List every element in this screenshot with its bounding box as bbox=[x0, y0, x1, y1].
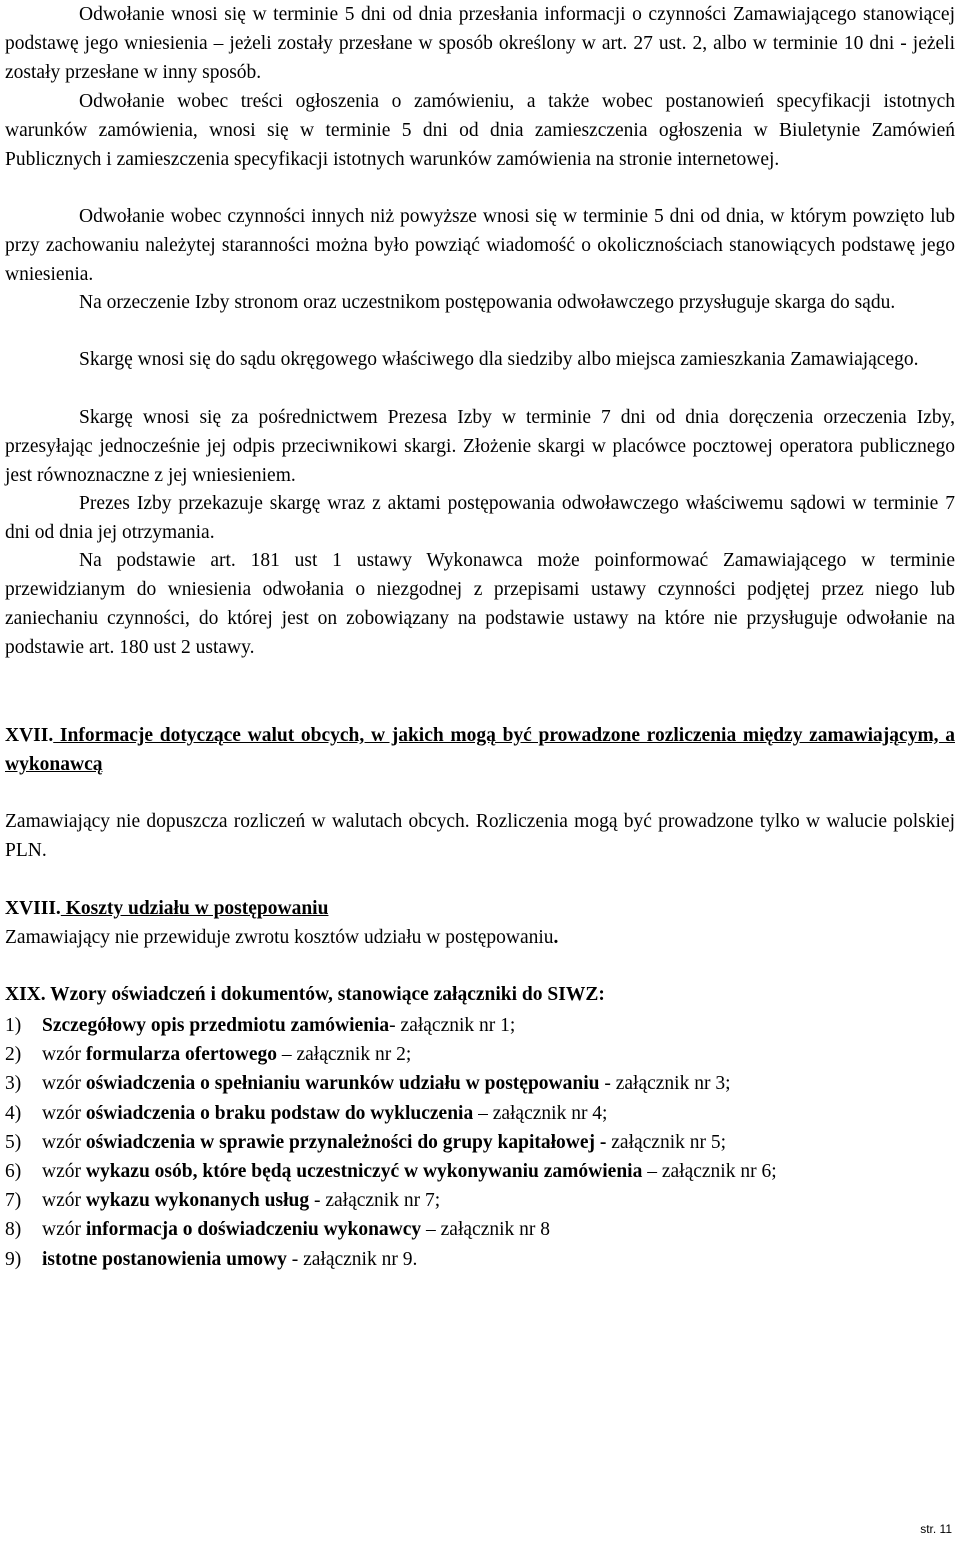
section-17-text: Zamawiający nie dopuszcza rozliczeń w walutach obcych. Rozliczenia mogą być prowadzone tylko w walucie polskiej PLN. bbox=[5, 811, 955, 861]
paragraph-president-transfer: Prezes Izby przekazuje skargę wraz z aktami postępowania odwoławczego właściwemu sądowi w terminie 7 dni od dnia jej otrzymania. bbox=[5, 493, 955, 543]
list-item: 7) wzór wykazu wykonanych usług - załącznik nr 7; bbox=[5, 1190, 441, 1212]
list-item: 2) wzór formularza ofertowego – załącznik nr 2; bbox=[5, 1044, 412, 1066]
list-item: 6) wzór wykazu osób, które będą uczestniczyć w wykonywaniu zamówienia – załącznik nr 6; bbox=[5, 1161, 777, 1183]
paragraph-complaint-court: Skargę wnosi się do sądu okręgowego właściwego dla siedziby albo miejsca zamieszkania Zamawiającego. bbox=[79, 349, 919, 370]
paragraph-appeal-deadline: Odwołanie wnosi się w terminie 5 dni od dnia przesłania informacji o czynności Zamawiającego stanowiącej podstawę jego wniesienia – jeżeli zostały przesłane w sposób określony w art. 27 ust. 2, albo w terminie 10 dni - jeżeli zostały przesłane w inny sposób. bbox=[5, 4, 955, 83]
section-17-number: XVII. bbox=[5, 725, 54, 746]
paragraph-complaint-filing: Skargę wnosi się za pośrednictwem Prezesa Izby w terminie 7 dni od dnia doręczenia orzeczenia Izby, przesyłając jednocześnie jej odpis przeciwnikowi skargi. Złożenie skargi w placówce pocztowej operatora publicznego jest równoznaczne z jej wniesieniem. bbox=[5, 407, 955, 486]
section-19-heading: XIX. Wzory oświadczeń i dokumentów, stanowiące załączniki do SIWZ: bbox=[5, 984, 605, 1005]
section-18-text bbox=[5, 924, 955, 953]
list-item: 1) Szczegółowy opis przedmiotu zamówienia- załącznik nr 1; bbox=[5, 1015, 516, 1036]
paragraph-court-complaint: Na orzeczenie Izby stronom oraz uczestnikom postępowania odwoławczego przysługuje skarga do sądu. bbox=[79, 292, 896, 313]
section-18-number: XVIII. bbox=[5, 898, 61, 919]
section-18-title: Koszty udziału w postępowaniu bbox=[60, 898, 329, 919]
paragraph-appeal-notice: Odwołanie wobec treści ogłoszenia o zamówieniu, a także wobec postanowień specyfikacji istotnych warunków zamówienia, wnosi się w terminie 5 dni od dnia zamieszczenia ogłoszenia w Biuletynie Zamówień Publicznych i zamieszczenia specyfikacji istotnych warunków zamówienia na stronie internetowej. bbox=[5, 91, 955, 170]
paragraph-appeal-other: Odwołanie wobec czynności innych niż powyższe wnosi się w terminie 5 dni od dnia, w którym powzięto lub przy zachowaniu należytej staranności można było powziąć wiadomość o okolicznościach stanowiących podstawę jego wniesienia. bbox=[5, 206, 955, 285]
attachments-list bbox=[5, 1011, 955, 1274]
section-18-text-body: Zamawiający nie przewiduje zwrotu kosztów udziału w postępowaniu bbox=[5, 927, 554, 948]
list-item: 4) wzór oświadczenia o braku podstaw do wykluczenia – załącznik nr 4; bbox=[5, 1102, 608, 1124]
page-number: str. 11 bbox=[920, 1522, 952, 1536]
list-item: 8) wzór informacja o doświadczeniu wykonawcy – załącznik nr 8 bbox=[5, 1219, 551, 1241]
section-18-heading bbox=[5, 895, 955, 924]
paragraph-art-181: Na podstawie art. 181 ust 1 ustawy Wykonawca może poinformować Zamawiającego w terminie przewidzianym do wniesienia odwołania o niezgodnej z przepisami ustawy czynności podjętej przez niego lub zaniechaniu czynności, do której jest on zobowiązany na podstawie ustawy na które nie przysługuje odwołanie na podstawie art. 180 ust 2 ustawy. bbox=[5, 550, 955, 658]
section-17-title: Informacje dotyczące walut obcych, w jakich mogą być prowadzone rozliczenia między zamawiającym, a wykonawcą bbox=[5, 725, 955, 775]
list-item: 9) istotne postanowienia umowy - załącznik nr 9. bbox=[5, 1248, 418, 1270]
section-18-text-end: . bbox=[553, 927, 559, 948]
list-item: 3) wzór oświadczenia o spełnianiu warunków udziału w postępowaniu - załącznik nr 3; bbox=[5, 1073, 731, 1095]
list-item: 5) wzór oświadczenia w sprawie przynależności do grupy kapitałowej - załącznik nr 5; bbox=[5, 1131, 727, 1153]
section-17-heading bbox=[5, 722, 955, 780]
